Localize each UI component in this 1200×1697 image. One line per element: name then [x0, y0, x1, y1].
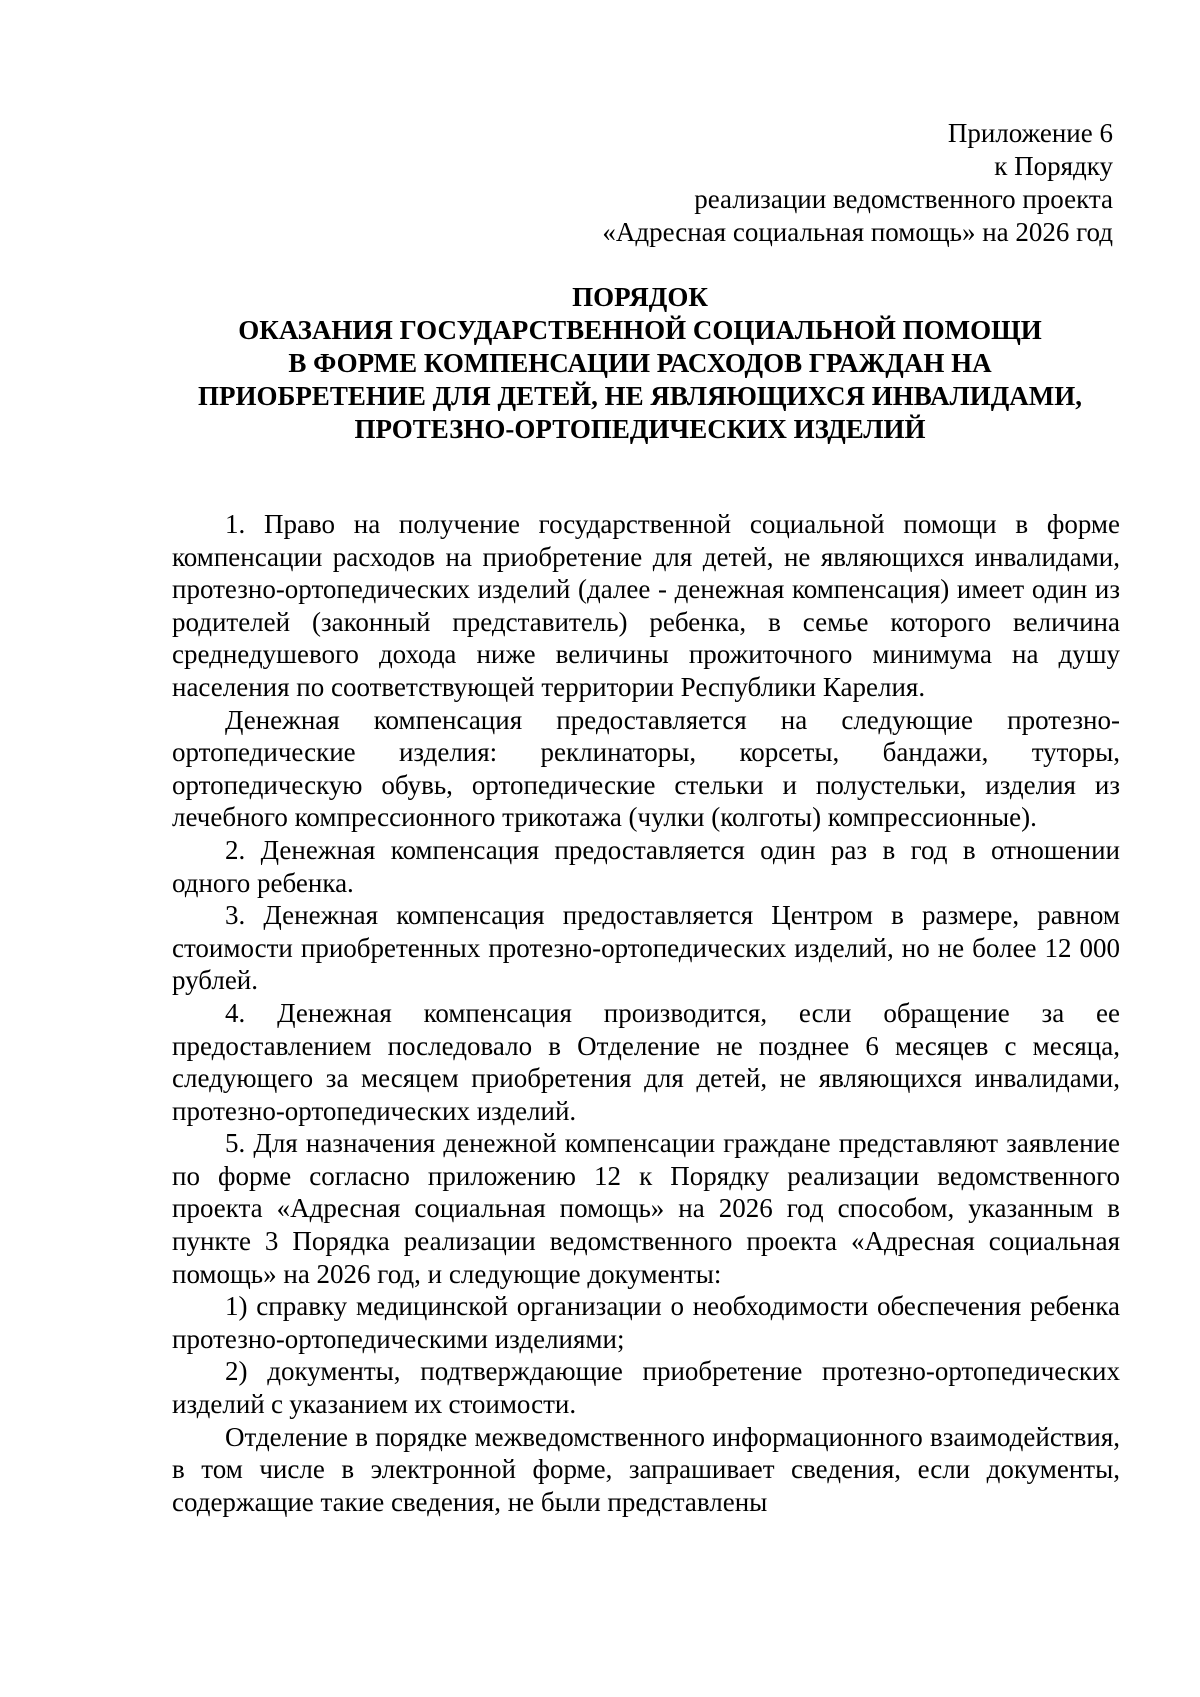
- paragraph-item-1: 1. Право на получение государственной социальной помощи в форме компенсации расходов на приобретение для детей, не являющихся инвалидами, протезно-ортопедических изделий (далее - денежная компенсация) имеет один из родителей (законный представитель) ребенка, в семье которого величина среднедушевого дохода ниже величины прожиточного минимума на душу населения по соответствующей территории Республики Карелия.: [172, 509, 1120, 702]
- appendix-number: Приложение 6: [947, 118, 1113, 148]
- paragraph-subitem-2: 2) документы, подтверждающие приобретение протезно-ортопедических изделий с указанием их стоимости.: [172, 1356, 1120, 1420]
- paragraph-item-5: 5. Для назначения денежной компенсации граждане представляют заявление по форме согласно приложению 12 к Порядку реализации ведомственного проекта «Адресная социальная помощь» на 2026 год способом, указанным в пункте 3 Порядка реализации ведомственного проекта «Адресная социальная помощь» на 2026 год, и следующие документы:: [172, 1128, 1120, 1289]
- paragraph-item-4: 4. Денежная компенсация производится, если обращение за ее предоставлением последовало в Отделение не позднее 6 месяцев с месяца, следующего за месяцем приобретения для детей, не являющихся инвалидами, протезно-ортопедических изделий.: [172, 997, 1120, 1126]
- title-line: ОКАЗАНИЯ ГОСУДАРСТВЕННОЙ СОЦИАЛЬНОЙ ПОМОЩИ: [238, 315, 1042, 345]
- document-title: [160, 281, 1120, 446]
- title-line: В ФОРМЕ КОМПЕНСАЦИИ РАСХОДОВ ГРАЖДАН НА: [288, 348, 992, 378]
- paragraph-item-2: 2. Денежная компенсация предоставляется один раз в год в отношении одного ребенка.: [172, 834, 1120, 898]
- appendix-header: [602, 117, 1113, 249]
- document-body: [172, 508, 1120, 1518]
- appendix-project-name: «Адресная социальная помощь» на 2026 год: [602, 217, 1113, 247]
- paragraph-subitem-1: 1) справку медицинской организации о необходимости обеспечения ребенка протезно-ортопедическими изделиями;: [172, 1291, 1120, 1354]
- title-line: ПРИОБРЕТЕНИЕ ДЛЯ ДЕТЕЙ, НЕ ЯВЛЯЮЩИХСЯ ИНВАЛИДАМИ,: [197, 381, 1083, 411]
- paragraph-interagency: Отделение в порядке межведомственного информационного взаимодействия, в том числе в электронной форме, запрашивает сведения, если документы, содержащие такие сведения, не были представлены: [172, 1421, 1120, 1517]
- title-line: ПРОТЕЗНО-ОРТОПЕДИЧЕСКИХ ИЗДЕЛИЙ: [354, 414, 926, 444]
- appendix-reference-continued: реализации ведомственного проекта: [694, 184, 1113, 214]
- appendix-reference: к Порядку: [994, 151, 1113, 181]
- paragraph-item-3: 3. Денежная компенсация предоставляется Центром в размере, равном стоимости приобретенных протезно-ортопедических изделий, но не более 12 000 рублей.: [172, 900, 1120, 996]
- paragraph-product-list: Денежная компенсация предоставляется на следующие протезно-ортопедические изделия: реклинаторы, корсеты, бандажи, туторы, ортопедическую обувь, ортопедические стельки и полустельки, изделия из лечебного компрессионного трикотажа (чулки (колготы) компрессионные).: [172, 704, 1120, 833]
- title-line: ПОРЯДОК: [572, 282, 708, 312]
